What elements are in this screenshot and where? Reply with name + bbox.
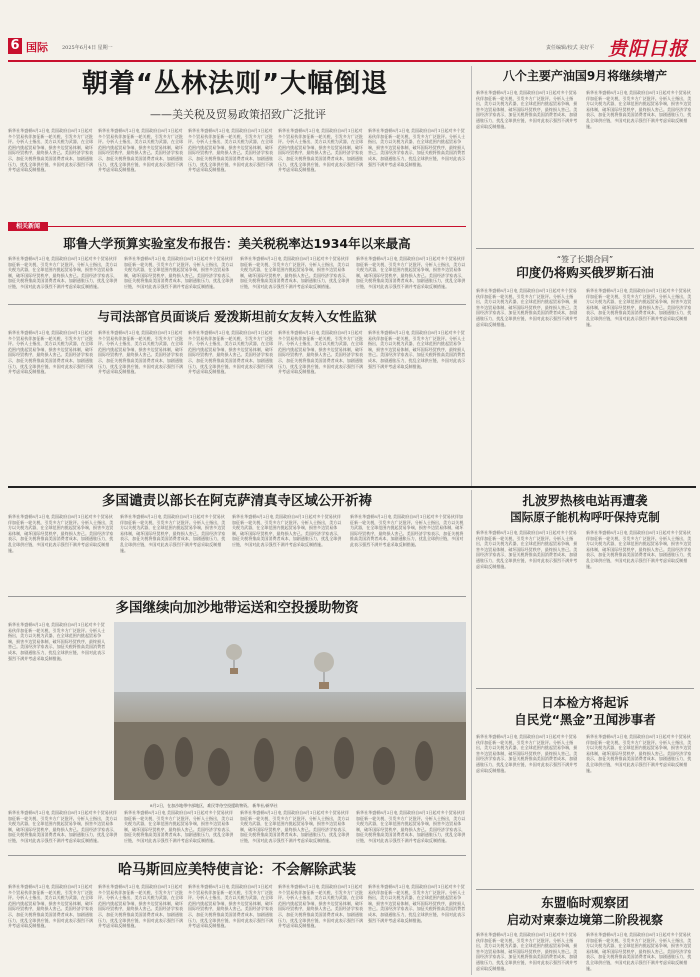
gaza-aid-headline: 多国继续向加沙地带运送和空投援助物资 (115, 600, 359, 616)
hamas-col-1: 新华社华盛顿8月2日电 美国政府自8月1日起对多个贸易伙伴加征新一轮关税，引发多方广泛批评。分析人士指出，美方以关税为武器，在全球范围内挑起贸易争端，损害多边贸易体制，破坏国际经贸秩序，最终损人害己。美国经济学家表示，加征关税将推高美国消费者成本，加剧通胀压力，扰乱全球供应链，多国对此表示强烈不满并考虑采取反制措施。 (8, 884, 94, 929)
gaza-prayer-col-2: 新华社华盛顿8月2日电 美国政府自8月1日起对多个贸易伙伴加征新一轮关税，引发多方广泛批评。分析人士指出，美方以关税为武器，在全球范围内挑起贸易争端，损害多边贸易体制，破坏国际经贸秩序，最终损人害己。美国经济学家表示，加征关税将推高美国消费者成本，加剧通胀压力，扰乱全球供应链，多国对此表示强烈不满并考虑采取反制措施。 (120, 514, 226, 553)
lead-subtitle: ——美关税及贸易政策招致广泛批评 (150, 108, 326, 121)
zapor-headline: 扎波罗热核电站再遭袭 (522, 493, 648, 508)
asean-headline: 东盟临时观察团 (541, 895, 629, 910)
hamas-col-4: 新华社华盛顿8月2日电 美国政府自8月1日起对多个贸易伙伴加征新一轮关税，引发多方广泛批评。分析人士指出，美方以关税为武器，在全球范围内挑起贸易争端，损害多边贸易体制，破坏国际经贸秩序，最终损人害己。美国经济学家表示，加征关税将推高美国消费者成本，加剧通胀压力，扰乱全球供应链，多国对此表示强烈不满并考虑采取反制措施。 (278, 884, 364, 929)
page-header (8, 36, 696, 60)
india-col-1: 新华社华盛顿8月2日电 美国政府自8月1日起对多个贸易伙伴加征新一轮关税，引发多方广泛批评。分析人士指出，美方以关税为武器，在全球范围内挑起贸易争端，损害多边贸易体制，破坏国际经贸秩序，最终损人害己。美国经济学家表示，加征关税将推高美国消费者成本，加剧通胀压力，扰乱全球供应链，多国对此表示强烈不满并考虑采取反制措施。 (476, 288, 578, 327)
japan-col-1: 新华社华盛顿8月2日电 美国政府自8月1日起对多个贸易伙伴加征新一轮关税，引发多方广泛批评。分析人士指出，美方以关税为武器，在全球范围内挑起贸易争端，损害多边贸易体制，破坏国际经贸秩序，最终损人害己。美国经济学家表示，加征关税将推高美国消费者成本，加剧通胀压力，扰乱全球供应链，多国对此表示强烈不满并考虑采取反制措施。 (476, 734, 578, 773)
epstein-col-1: 新华社华盛顿8月2日电 美国政府自8月1日起对多个贸易伙伴加征新一轮关税，引发多方广泛批评。分析人士指出，美方以关税为武器，在全球范围内挑起贸易争端，损害多边贸易体制，破坏国际经贸秩序，最终损人害己。美国经济学家表示，加征关税将推高美国消费者成本，加剧通胀压力，扰乱全球供应链，多国对此表示强烈不满并考虑采取反制措施。 (8, 330, 94, 375)
hamas-col-3: 新华社华盛顿8月2日电 美国政府自8月1日起对多个贸易伙伴加征新一轮关税，引发多方广泛批评。分析人士指出，美方以关税为武器，在全球范围内挑起贸易争端，损害多边贸易体制，破坏国际经贸秩序，最终损人害己。美国经济学家表示，加征关税将推高美国消费者成本，加剧通胀压力，扰乱全球供应链，多国对此表示强烈不满并考虑采取反制措施。 (188, 884, 274, 929)
divider-3 (8, 596, 466, 597)
japan-subtitle: 自民党“黑金”丑闻涉事者 (514, 712, 656, 727)
epstein-col-3: 新华社华盛顿8月2日电 美国政府自8月1日起对多个贸易伙伴加征新一轮关税，引发多方广泛批评。分析人士指出，美方以关税为武器，在全球范围内挑起贸易争端，损害多边贸易体制，破坏国际经贸秩序，最终损人害己。美国经济学家表示，加征关税将推高美国消费者成本，加剧通胀压力，扰乱全球供应链，多国对此表示强烈不满并考虑采取反制措施。 (188, 330, 274, 375)
photo-caption: 8月2日，在加沙地带中部地区，难民等待空投援助物资。 新华社/新华社 (150, 803, 278, 808)
hamas-col-2: 新华社华盛顿8月2日电 美国政府自8月1日起对多个贸易伙伴加征新一轮关税，引发多方广泛批评。分析人士指出，美方以关税为武器，在全球范围内挑起贸易争端，损害多边贸易体制，破坏国际经贸秩序，最终损人害己。美国经济学家表示，加征关税将推高美国消费者成本，加剧通胀压力，扰乱全球供应链，多国对此表示强烈不满并考虑采取反制措施。 (98, 884, 184, 929)
asean-subtitle: 启动对柬泰边境第二阶段视察 (506, 913, 663, 927)
opec-col-1: 新华社华盛顿8月2日电 美国政府自8月1日起对多个贸易伙伴加征新一轮关税，引发多方广泛批评。分析人士指出，美方以关税为武器，在全球范围内挑起贸易争端，损害多边贸易体制，破坏国际经贸秩序，最终损人害己。美国经济学家表示，加征关税将推高美国消费者成本，加剧通胀压力，扰乱全球供应链，多国对此表示强烈不满并考虑采取反制措施。 (476, 90, 578, 129)
japan-col-2: 新华社华盛顿8月2日电 美国政府自8月1日起对多个贸易伙伴加征新一轮关税，引发多方广泛批评。分析人士指出，美方以关税为武器，在全球范围内挑起贸易争端，损害多边贸易体制，破坏国际经贸秩序，最终损人害己。美国经济学家表示，加征关税将推高美国消费者成本，加剧通胀压力，扰乱全球供应链，多国对此表示强烈不满并考虑采取反制措施。 (586, 734, 692, 773)
divider-1 (8, 304, 466, 305)
divider-6 (476, 889, 694, 890)
lead-col-2: 新华社华盛顿8月2日电 美国政府自8月1日起对多个贸易伙伴加征新一轮关税，引发多方广泛批评。分析人士指出，美方以关税为武器，在全球范围内挑起贸易争端，损害多边贸易体制，破坏国际经贸秩序，最终损人害己。美国经济学家表示，加征关税将推高美国消费者成本，加剧通胀压力，扰乱全球供应链，多国对此表示强烈不满并考虑采取反制措施。 (98, 128, 184, 173)
related-rule (48, 226, 466, 227)
issue-date: 2025年6月4日 星期一 (62, 45, 113, 51)
yale-col-3: 新华社华盛顿8月2日电 美国政府自8月1日起对多个贸易伙伴加征新一轮关税，引发多方广泛批评。分析人士指出，美方以关税为武器，在全球范围内挑起贸易争端，损害多边贸易体制，破坏国际经贸秩序，最终损人害己。美国经济学家表示，加征关税将推高美国消费者成本，加剧通胀压力，扰乱全球供应链，多国对此表示强烈不满并考虑采取反制措施。 (240, 256, 350, 289)
page-number: 6 (10, 38, 20, 53)
major-divider (8, 486, 696, 488)
airdrop-photo-art (114, 622, 466, 800)
airdrop-photo (114, 622, 466, 800)
gaza-aid-col-5: 新华社华盛顿8月2日电 美国政府自8月1日起对多个贸易伙伴加征新一轮关税，引发多方广泛批评。分析人士指出，美方以关税为武器，在全球范围内挑起贸易争端，损害多边贸易体制，破坏国际经贸秩序，最终损人害己。美国经济学家表示，加征关税将推高美国消费者成本，加剧通胀压力，扰乱全球供应链，多国对此表示强烈不满并考虑采取反制措施。 (356, 810, 466, 843)
column-divider-2 (471, 490, 472, 975)
gaza-prayer-headline: 多国谴责以部长在阿克萨清真寺区域公开祈祷 (102, 493, 372, 509)
epstein-headline: 与司法部官员面谈后 爱泼斯坦前女友转入女性监狱 (97, 309, 377, 324)
asean-col-2: 新华社华盛顿8月2日电 美国政府自8月1日起对多个贸易伙伴加征新一轮关税，引发多方广泛批评。分析人士指出，美方以关税为武器，在全球范围内挑起贸易争端，损害多边贸易体制，破坏国际经贸秩序，最终损人害己。美国经济学家表示，加征关税将推高美国消费者成本，加剧通胀压力，扰乱全球供应链，多国对此表示强烈不满并考虑采取反制措施。 (586, 932, 692, 971)
related-news-tag (8, 222, 48, 231)
lead-col-1: 新华社华盛顿8月2日电 美国政府自8月1日起对多个贸易伙伴加征新一轮关税，引发多方广泛批评。分析人士指出，美方以关税为武器，在全球范围内挑起贸易争端，损害多边贸易体制，破坏国际经贸秩序，最终损人害己。美国经济学家表示，加征关税将推高美国消费者成本，加剧通胀压力，扰乱全球供应链，多国对此表示强烈不满并考虑采取反制措施。 (8, 128, 94, 173)
epstein-col-5: 新华社华盛顿8月2日电 美国政府自8月1日起对多个贸易伙伴加征新一轮关税，引发多方广泛批评。分析人士指出，美方以关税为武器，在全球范围内挑起贸易争端，损害多边贸易体制，破坏国际经贸秩序，最终损人害己。美国经济学家表示，加征关税将推高美国消费者成本，加剧通胀压力，扰乱全球供应链，多国对此表示强烈不满并考虑采取反制措施。 (368, 330, 466, 369)
asean-col-1: 新华社华盛顿8月2日电 美国政府自8月1日起对多个贸易伙伴加征新一轮关税，引发多方广泛批评。分析人士指出，美方以关税为武器，在全球范围内挑起贸易争端，损害多边贸易体制，破坏国际经贸秩序，最终损人害己。美国经济学家表示，加征关税将推高美国消费者成本，加剧通胀压力，扰乱全球供应链，多国对此表示强烈不满并考虑采取反制措施。 (476, 932, 578, 971)
lead-headline: 朝着“丛林法则”大幅倒退 (81, 69, 389, 99)
hamas-col-5: 新华社华盛顿8月2日电 美国政府自8月1日起对多个贸易伙伴加征新一轮关税，引发多方广泛批评。分析人士指出，美方以关税为武器，在全球范围内挑起贸易争端，损害多边贸易体制，破坏国际经贸秩序，最终损人害己。美国经济学家表示，加征关税将推高美国消费者成本，加剧通胀压力，扰乱全球供应链，多国对此表示强烈不满并考虑采取反制措施。 (368, 884, 466, 923)
opec-headline: 八个主要产油国9月将继续增产 (502, 69, 668, 83)
zapor-col-1: 新华社华盛顿8月2日电 美国政府自8月1日起对多个贸易伙伴加征新一轮关税，引发多方广泛批评。分析人士指出，美方以关税为武器，在全球范围内挑起贸易争端，损害多边贸易体制，破坏国际经贸秩序，最终损人害己。美国经济学家表示，加征关税将推高美国消费者成本，加剧通胀压力，扰乱全球供应链，多国对此表示强烈不满并考虑采取反制措施。 (476, 530, 578, 569)
divider-4 (8, 855, 466, 856)
hamas-headline: 哈马斯回应美特使言论：不会解除武装 (118, 862, 356, 878)
india-col-2: 新华社华盛顿8月2日电 美国政府自8月1日起对多个贸易伙伴加征新一轮关税，引发多方广泛批评。分析人士指出，美方以关税为武器，在全球范围内挑起贸易争端，损害多边贸易体制，破坏国际经贸秩序，最终损人害己。美国经济学家表示，加征关税将推高美国消费者成本，加剧通胀压力，扰乱全球供应链，多国对此表示强烈不满并考虑采取反制措施。 (586, 288, 692, 327)
divider-5 (476, 688, 694, 689)
column-divider (471, 66, 472, 486)
india-kicker: “签了长期合同” (556, 255, 614, 264)
page-number-badge (8, 38, 22, 54)
gaza-aid-col-1: 新华社华盛顿8月2日电 美国政府自8月1日起对多个贸易伙伴加征新一轮关税，引发多方广泛批评。分析人士指出，美方以关税为武器，在全球范围内挑起贸易争端，损害多边贸易体制，破坏国际经贸秩序，最终损人害己。美国经济学家表示，加征关税将推高美国消费者成本，加剧通胀压力，扰乱全球供应链，多国对此表示强烈不满并考虑采取反制措施。 (8, 622, 106, 661)
lead-col-3: 新华社华盛顿8月2日电 美国政府自8月1日起对多个贸易伙伴加征新一轮关税，引发多方广泛批评。分析人士指出，美方以关税为武器，在全球范围内挑起贸易争端，损害多边贸易体制，破坏国际经贸秩序，最终损人害己。美国经济学家表示，加征关税将推高美国消费者成本，加剧通胀压力，扰乱全球供应链，多国对此表示强烈不满并考虑采取反制措施。 (188, 128, 274, 173)
zapor-col-2: 新华社华盛顿8月2日电 美国政府自8月1日起对多个贸易伙伴加征新一轮关税，引发多方广泛批评。分析人士指出，美方以关税为武器，在全球范围内挑起贸易争端，损害多边贸易体制，破坏国际经贸秩序，最终损人害己。美国经济学家表示，加征关税将推高美国消费者成本，加剧通胀压力，扰乱全球供应链，多国对此表示强烈不满并考虑采取反制措施。 (586, 530, 692, 569)
lead-col-5: 新华社华盛顿8月2日电 美国政府自8月1日起对多个贸易伙伴加征新一轮关税，引发多方广泛批评。分析人士指出，美方以关税为武器，在全球范围内挑起贸易争端，损害多边贸易体制，破坏国际经贸秩序，最终损人害己。美国经济学家表示，加征关税将推高美国消费者成本，加剧通胀压力，扰乱全球供应链，多国对此表示强烈不满并考虑采取反制措施。 (368, 128, 466, 167)
section-name: 国际 (26, 41, 48, 54)
gaza-aid-col-2: 新华社华盛顿8月2日电 美国政府自8月1日起对多个贸易伙伴加征新一轮关税，引发多方广泛批评。分析人士指出，美方以关税为武器，在全球范围内挑起贸易争端，损害多边贸易体制，破坏国际经贸秩序，最终损人害己。美国经济学家表示，加征关税将推高美国消费者成本，加剧通胀压力，扰乱全球供应链，多国对此表示强烈不满并考虑采取反制措施。 (8, 810, 118, 843)
epstein-col-2: 新华社华盛顿8月2日电 美国政府自8月1日起对多个贸易伙伴加征新一轮关税，引发多方广泛批评。分析人士指出，美方以关税为武器，在全球范围内挑起贸易争端，损害多边贸易体制，破坏国际经贸秩序，最终损人害己。美国经济学家表示，加征关税将推高美国消费者成本，加剧通胀压力，扰乱全球供应链，多国对此表示强烈不满并考虑采取反制措施。 (98, 330, 184, 375)
lead-col-4: 新华社华盛顿8月2日电 美国政府自8月1日起对多个贸易伙伴加征新一轮关税，引发多方广泛批评。分析人士指出，美方以关税为武器，在全球范围内挑起贸易争端，损害多边贸易体制，破坏国际经贸秩序，最终损人害己。美国经济学家表示，加征关税将推高美国消费者成本，加剧通胀压力，扰乱全球供应链，多国对此表示强烈不满并考虑采取反制措施。 (278, 128, 364, 173)
gaza-aid-col-3: 新华社华盛顿8月2日电 美国政府自8月1日起对多个贸易伙伴加征新一轮关税，引发多方广泛批评。分析人士指出，美方以关税为武器，在全球范围内挑起贸易争端，损害多边贸易体制，破坏国际经贸秩序，最终损人害己。美国经济学家表示，加征关税将推高美国消费者成本，加剧通胀压力，扰乱全球供应链，多国对此表示强烈不满并考虑采取反制措施。 (124, 810, 234, 843)
japan-headline: 日本检方将起诉 (541, 695, 629, 710)
masthead-logo: 贵阳日报 (608, 38, 689, 60)
divider-2 (476, 248, 694, 249)
zapor-subtitle: 国际原子能机构呼吁保持克制 (510, 510, 660, 524)
gaza-prayer-col-3: 新华社华盛顿8月2日电 美国政府自8月1日起对多个贸易伙伴加征新一轮关税，引发多方广泛批评。分析人士指出，美方以关税为武器，在全球范围内挑起贸易争端，损害多边贸易体制，破坏国际经贸秩序，最终损人害己。美国经济学家表示，加征关税将推高美国消费者成本，加剧通胀压力，扰乱全球供应链，多国对此表示强烈不满并考虑采取反制措施。 (232, 514, 342, 547)
gaza-prayer-col-4: 新华社华盛顿8月2日电 美国政府自8月1日起对多个贸易伙伴加征新一轮关税，引发多方广泛批评。分析人士指出，美方以关税为武器，在全球范围内挑起贸易争端，损害多边贸易体制，破坏国际经贸秩序，最终损人害己。美国经济学家表示，加征关税将推高美国消费者成本，加剧通胀压力，扰乱全球供应链，多国对此表示强烈不满并考虑采取反制措施。 (350, 514, 464, 547)
india-headline: 印度仍将购买俄罗斯石油 (516, 265, 654, 280)
header-rule (8, 60, 696, 62)
related-news-label: 相关新闻 (15, 223, 40, 230)
yale-col-2: 新华社华盛顿8月2日电 美国政府自8月1日起对多个贸易伙伴加征新一轮关税，引发多方广泛批评。分析人士指出，美方以关税为武器，在全球范围内挑起贸易争端，损害多边贸易体制，破坏国际经贸秩序，最终损人害己。美国经济学家表示，加征关税将推高美国消费者成本，加剧通胀压力，扰乱全球供应链，多国对此表示强烈不满并考虑采取反制措施。 (124, 256, 234, 289)
yale-col-1: 新华社华盛顿8月2日电 美国政府自8月1日起对多个贸易伙伴加征新一轮关税，引发多方广泛批评。分析人士指出，美方以关税为武器，在全球范围内挑起贸易争端，损害多边贸易体制，破坏国际经贸秩序，最终损人害己。美国经济学家表示，加征关税将推高美国消费者成本，加剧通胀压力，扰乱全球供应链，多国对此表示强烈不满并考虑采取反制措施。 (8, 256, 118, 289)
epstein-col-4: 新华社华盛顿8月2日电 美国政府自8月1日起对多个贸易伙伴加征新一轮关税，引发多方广泛批评。分析人士指出，美方以关税为武器，在全球范围内挑起贸易争端，损害多边贸易体制，破坏国际经贸秩序，最终损人害己。美国经济学家表示，加征关税将推高美国消费者成本，加剧通胀压力，扰乱全球供应链，多国对此表示强烈不满并考虑采取反制措施。 (278, 330, 364, 375)
yale-col-4: 新华社华盛顿8月2日电 美国政府自8月1日起对多个贸易伙伴加征新一轮关税，引发多方广泛批评。分析人士指出，美方以关税为武器，在全球范围内挑起贸易争端，损害多边贸易体制，破坏国际经贸秩序，最终损人害己。美国经济学家表示，加征关税将推高美国消费者成本，加剧通胀压力，扰乱全球供应链，多国对此表示强烈不满并考虑采取反制措施。 (356, 256, 466, 289)
gaza-aid-col-4: 新华社华盛顿8月2日电 美国政府自8月1日起对多个贸易伙伴加征新一轮关税，引发多方广泛批评。分析人士指出，美方以关税为武器，在全球范围内挑起贸易争端，损害多边贸易体制，破坏国际经贸秩序，最终损人害己。美国经济学家表示，加征关税将推高美国消费者成本，加剧通胀压力，扰乱全球供应链，多国对此表示强烈不满并考虑采取反制措施。 (240, 810, 350, 843)
gaza-prayer-col-1: 新华社华盛顿8月2日电 美国政府自8月1日起对多个贸易伙伴加征新一轮关税，引发多方广泛批评。分析人士指出，美方以关税为武器，在全球范围内挑起贸易争端，损害多边贸易体制，破坏国际经贸秩序，最终损人害己。美国经济学家表示，加征关税将推高美国消费者成本，加剧通胀压力，扰乱全球供应链，多国对此表示强烈不满并考虑采取反制措施。 (8, 514, 114, 553)
opec-col-2: 新华社华盛顿8月2日电 美国政府自8月1日起对多个贸易伙伴加征新一轮关税，引发多方广泛批评。分析人士指出，美方以关税为武器，在全球范围内挑起贸易争端，损害多边贸易体制，破坏国际经贸秩序，最终损人害己。美国经济学家表示，加征关税将推高美国消费者成本，加剧通胀压力，扰乱全球供应链，多国对此表示强烈不满并考虑采取反制措施。 (586, 90, 692, 129)
yale-headline: 耶鲁大学预算实验室发布报告：美关税税率达1934年以来最高 (63, 236, 411, 251)
editors: 责任编辑/校式 美好平 (546, 45, 595, 51)
